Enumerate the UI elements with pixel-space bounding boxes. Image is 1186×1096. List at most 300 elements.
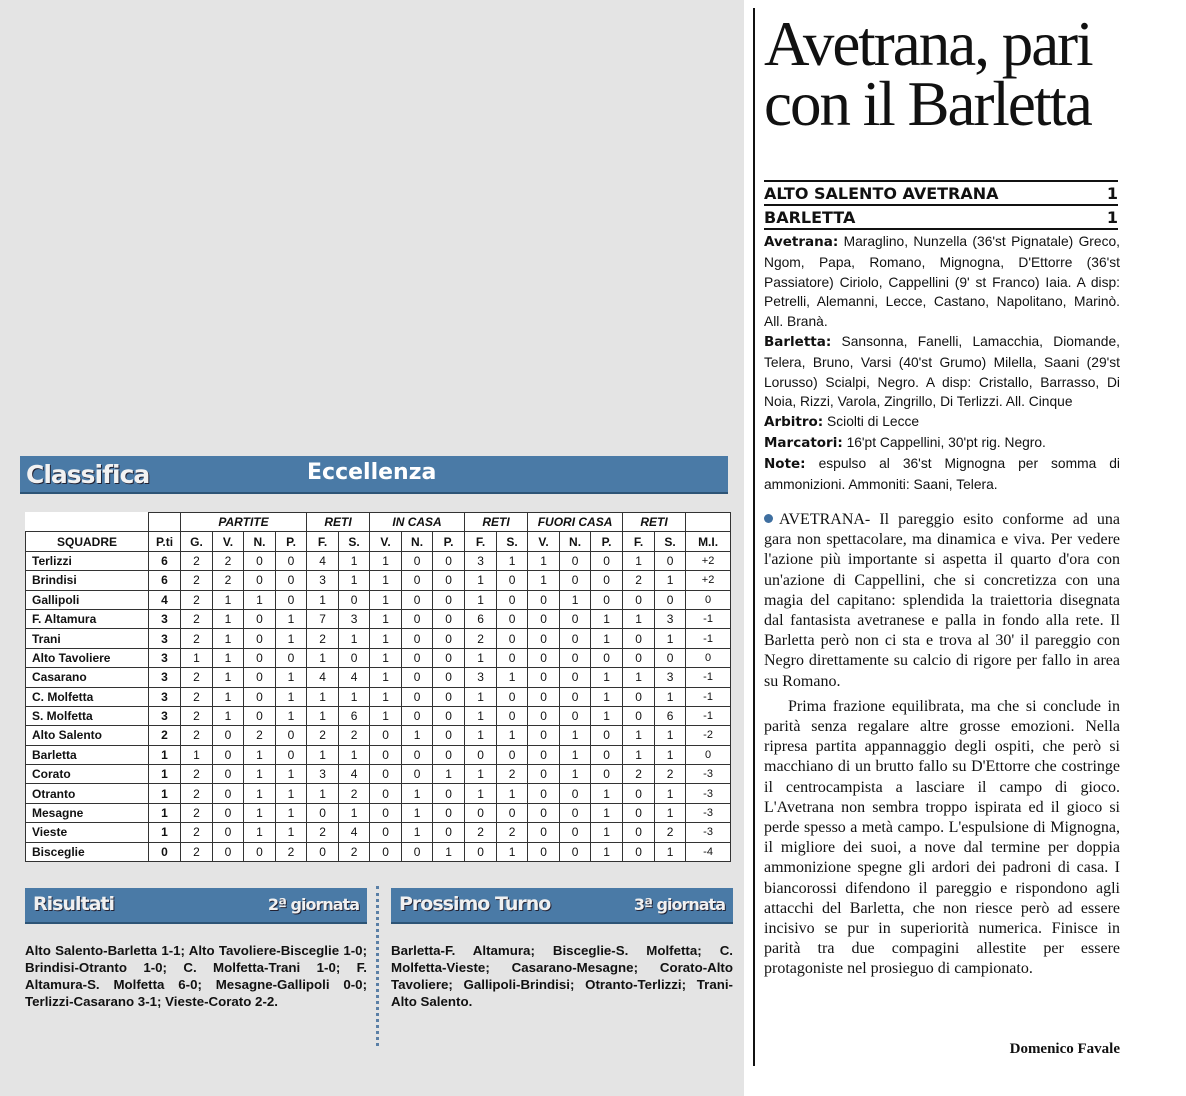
team-name: Alto Tavoliere (26, 648, 149, 667)
table-row (26, 745, 731, 764)
column-header: P. (276, 532, 307, 551)
table-cell: 0 (560, 803, 591, 822)
column-header: V. (213, 532, 244, 551)
column-header: V. (370, 532, 402, 551)
table-cell: 2 (655, 823, 686, 842)
avetrana-label: Avetrana: (764, 234, 839, 250)
table-cell: 0 (402, 609, 433, 628)
table-cell: 0 (655, 648, 686, 667)
table-cell: 1 (655, 571, 686, 590)
table-cell: 2 (339, 842, 370, 861)
table-cell: 1 (244, 765, 276, 784)
table-cell: -4 (686, 842, 731, 861)
table-cell: 0 (307, 803, 339, 822)
table-cell: 3 (465, 668, 497, 687)
table-cell: 1 (307, 706, 339, 725)
column-header: V. (528, 532, 560, 551)
table-cell: 1 (307, 687, 339, 706)
table-cell: 0 (433, 609, 465, 628)
table-cell: 2 (623, 765, 655, 784)
table-cell: 0 (497, 590, 528, 609)
group-reti: RETI (307, 513, 370, 532)
table-cell: 2 (181, 706, 213, 725)
table-cell: 1 (465, 784, 497, 803)
table-cell: 1 (276, 687, 307, 706)
table-cell: 0 (433, 551, 465, 570)
table-cell: 0 (560, 571, 591, 590)
table-cell: 1 (307, 590, 339, 609)
table-cell: 0 (560, 706, 591, 725)
note-line (764, 454, 1120, 495)
table-cell: 1 (623, 609, 655, 628)
table-cell: 0 (244, 668, 276, 687)
team-name: Bisceglie (26, 842, 149, 861)
column-header-row (26, 532, 731, 551)
risultati-header (25, 888, 367, 924)
table-cell: 0 (560, 648, 591, 667)
table-cell: +2 (686, 551, 731, 570)
table-cell: 2 (149, 726, 181, 745)
league-name: Eccellenza (307, 460, 437, 485)
table-cell: 1 (339, 571, 370, 590)
prossimo-turno-text: Barletta-F. Altamura; Bisceglie-S. Molfetta; C. Molfetta-Vieste; Casarano-Mesagne; Corato-Alto Tavoliere; Gallipoli-Brindisi; Otranto-Terlizzi; Trani-Alto Salento. (391, 943, 733, 1009)
column-header: S. (497, 532, 528, 551)
table-cell: 0 (560, 629, 591, 648)
table-cell: 1 (149, 765, 181, 784)
table-row (26, 726, 731, 745)
column-divider (376, 886, 382, 1046)
table-cell: 1 (655, 784, 686, 803)
table-cell: 1 (276, 823, 307, 842)
table-cell: 0 (528, 629, 560, 648)
table-cell: 1 (497, 668, 528, 687)
table-cell: 0 (276, 648, 307, 667)
table-cell: 3 (149, 609, 181, 628)
table-cell: 0 (402, 571, 433, 590)
team-name: Otranto (26, 784, 149, 803)
table-cell: 1 (213, 590, 244, 609)
table-cell: 0 (402, 687, 433, 706)
table-cell: 3 (149, 687, 181, 706)
table-cell: 2 (339, 784, 370, 803)
table-cell: 0 (623, 706, 655, 725)
table-cell: 0 (244, 609, 276, 628)
table-cell: 0 (370, 823, 402, 842)
table-cell: 0 (528, 687, 560, 706)
table-cell: 0 (433, 745, 465, 764)
table-cell: 0 (402, 648, 433, 667)
column-header: F. (307, 532, 339, 551)
article-paragraph-2: Prima frazione equilibrata, ma che si conclude in parità senza regalare altre grosse emozioni. Nella ripresa partita appannaggio degli ospiti, che però si macchiano di un brutto fallo su D'Ettorre che costringe il centrocampista a lasciare il campo di gioco. L'Avetrana non sembra troppo ispirata ed il gioco si perde spesso a metà campo. L'espulsione di Mignogna, il migliore dei suoi, a nove dal termine per doppia ammonizione spegne gli ardori dei padroni di casa. I biancorossi difendono il pareggio e rispondono agli attacchi del Barletta, che non riesce però ad essere incisivo se pur in superiorità numerica. Finisce in parità tra due compagini allestite per essere protagoniste nel prosieguo di campionato. (764, 697, 1120, 978)
table-cell: 1 (465, 648, 497, 667)
avetrana-lineup (764, 232, 1120, 332)
table-cell: 0 (433, 803, 465, 822)
table-cell: -1 (686, 687, 731, 706)
table-cell: -1 (686, 706, 731, 725)
table-cell: 1 (339, 629, 370, 648)
table-cell: 0 (686, 590, 731, 609)
table-cell: 0 (244, 842, 276, 861)
table-cell: 1 (560, 590, 591, 609)
table-cell: 0 (433, 571, 465, 590)
table-cell: 1 (370, 706, 402, 725)
table-row (26, 629, 731, 648)
table-cell: 0 (560, 784, 591, 803)
table-cell: 3 (307, 765, 339, 784)
table-cell: 1 (213, 706, 244, 725)
table-cell: 1 (497, 726, 528, 745)
table-cell: 0 (213, 842, 244, 861)
marcatori-label: Marcatori: (764, 434, 843, 451)
table-cell: 0 (433, 648, 465, 667)
table-cell: 0 (433, 668, 465, 687)
table-cell: 1 (591, 784, 623, 803)
table-cell: 1 (244, 590, 276, 609)
table-cell: 3 (339, 609, 370, 628)
table-cell: 1 (213, 648, 244, 667)
table-cell: 0 (465, 842, 497, 861)
team-name: Mesagne (26, 803, 149, 822)
table-cell: 0 (433, 726, 465, 745)
table-cell: 0 (623, 803, 655, 822)
table-cell: 6 (655, 706, 686, 725)
group-partite: PARTITE (181, 513, 307, 532)
table-cell: 1 (465, 726, 497, 745)
table-cell: 0 (591, 765, 623, 784)
table-cell: 0 (528, 648, 560, 667)
table-cell: 0 (433, 706, 465, 725)
barletta-label: Barletta: (764, 333, 832, 350)
table-cell: 1 (560, 765, 591, 784)
table-cell: 0 (655, 551, 686, 570)
table-cell: 1 (433, 765, 465, 784)
table-cell: 4 (339, 668, 370, 687)
table-cell: 1 (339, 687, 370, 706)
table-cell: 0 (433, 823, 465, 842)
table-cell: 0 (213, 803, 244, 822)
table-cell: 0 (402, 745, 433, 764)
table-cell: 0 (307, 842, 339, 861)
table-cell: 0 (560, 687, 591, 706)
table-cell: 1 (339, 803, 370, 822)
table-cell: 2 (181, 551, 213, 570)
table-row (26, 823, 731, 842)
prossimo-turno-round: 3ª giornata (633, 895, 725, 914)
table-row (26, 668, 731, 687)
table-cell: 6 (465, 609, 497, 628)
table-cell: 3 (149, 648, 181, 667)
note-label: Note: (764, 455, 806, 472)
table-cell: 1 (528, 551, 560, 570)
table-cell: 0 (213, 745, 244, 764)
team-name: Alto Salento (26, 726, 149, 745)
column-header: S. (655, 532, 686, 551)
table-cell: 1 (655, 745, 686, 764)
table-cell: 0 (623, 784, 655, 803)
table-cell: 0 (244, 629, 276, 648)
barletta-lineup (764, 332, 1120, 412)
table-cell: 0 (528, 668, 560, 687)
column-header: N. (244, 532, 276, 551)
table-cell: 0 (497, 745, 528, 764)
table-cell: 0 (276, 726, 307, 745)
table-row (26, 706, 731, 725)
table-cell: 1 (339, 551, 370, 570)
table-cell: 3 (307, 571, 339, 590)
table-cell: 2 (181, 590, 213, 609)
table-cell: 0 (591, 551, 623, 570)
article-headline (764, 9, 1174, 139)
table-row (26, 765, 731, 784)
column-header: N. (560, 532, 591, 551)
article-body (764, 510, 1120, 980)
table-cell: 1 (244, 803, 276, 822)
table-cell: 0 (591, 648, 623, 667)
table-cell: 4 (307, 551, 339, 570)
table-cell: 1 (181, 648, 213, 667)
table-cell: 2 (181, 784, 213, 803)
table-cell: 0 (402, 629, 433, 648)
table-cell: 0 (497, 629, 528, 648)
table-cell: 4 (307, 668, 339, 687)
table-row (26, 842, 731, 861)
table-cell: 1 (402, 803, 433, 822)
table-cell: 0 (370, 842, 402, 861)
table-cell: 0 (402, 765, 433, 784)
table-cell: 0 (686, 745, 731, 764)
table-cell: 0 (213, 823, 244, 842)
table-cell: 1 (402, 823, 433, 842)
table-cell: 1 (149, 803, 181, 822)
table-cell: 1 (623, 745, 655, 764)
table-cell: 1 (370, 687, 402, 706)
table-cell: 1 (149, 784, 181, 803)
table-cell: 0 (528, 609, 560, 628)
team-name: S. Molfetta (26, 706, 149, 725)
team-name: Vieste (26, 823, 149, 842)
table-cell: 3 (465, 551, 497, 570)
table-cell: 1 (591, 668, 623, 687)
table-cell: -1 (686, 668, 731, 687)
table-cell: 0 (339, 648, 370, 667)
table-cell: 0 (244, 706, 276, 725)
table-cell: 0 (623, 648, 655, 667)
table-cell: 1 (276, 629, 307, 648)
table-cell: 0 (370, 803, 402, 822)
table-cell: 1 (213, 629, 244, 648)
column-header: F. (623, 532, 655, 551)
table-cell: 0 (591, 726, 623, 745)
table-cell: 0 (433, 687, 465, 706)
table-cell: 0 (497, 571, 528, 590)
table-cell: 1 (276, 784, 307, 803)
table-cell: 1 (655, 842, 686, 861)
group-reti-casa: RETI (465, 513, 528, 532)
column-header: P.ti (149, 532, 181, 551)
table-cell: 4 (149, 590, 181, 609)
table-cell: 3 (655, 609, 686, 628)
column-header: S. (339, 532, 370, 551)
standings-table (25, 512, 731, 862)
table-cell: 6 (149, 551, 181, 570)
table-cell: 1 (339, 745, 370, 764)
table-cell: 2 (181, 823, 213, 842)
bullet-icon (764, 514, 773, 523)
away-team: BARLETTA (764, 208, 856, 227)
table-cell: 2 (497, 765, 528, 784)
table-cell: 3 (149, 629, 181, 648)
table-cell: 1 (276, 668, 307, 687)
note-value: espulso al 36'st Mignogna per somma di ammonizioni. Ammoniti: Saani, Telera. (764, 455, 1120, 492)
table-cell: 1 (244, 745, 276, 764)
table-cell: 3 (149, 668, 181, 687)
team-name: Gallipoli (26, 590, 149, 609)
table-cell: 0 (528, 745, 560, 764)
table-cell: 0 (528, 842, 560, 861)
table-cell: 1 (497, 842, 528, 861)
arbitro-label: Arbitro: (764, 414, 824, 431)
table-cell: 0 (655, 590, 686, 609)
headline-line-1: Avetrana, pari (764, 9, 1092, 79)
table-cell: 2 (181, 629, 213, 648)
table-cell: 0 (370, 745, 402, 764)
table-cell: 0 (623, 823, 655, 842)
table-cell: 0 (213, 784, 244, 803)
table-cell: 1 (244, 784, 276, 803)
table-cell: 1 (276, 803, 307, 822)
table-cell: -3 (686, 765, 731, 784)
table-cell: 1 (149, 745, 181, 764)
table-cell: 0 (560, 551, 591, 570)
table-cell: 1 (244, 823, 276, 842)
empty-corner (686, 513, 731, 532)
table-cell: 0 (244, 571, 276, 590)
column-header: N. (402, 532, 433, 551)
table-cell: 1 (623, 726, 655, 745)
group-header-row (26, 513, 731, 532)
table-cell: 2 (181, 687, 213, 706)
marcatori-line (764, 433, 1120, 454)
table-cell: 0 (560, 668, 591, 687)
table-cell: 2 (181, 842, 213, 861)
table-cell: 0 (402, 668, 433, 687)
table-cell: 0 (433, 590, 465, 609)
table-cell: 0 (276, 551, 307, 570)
table-cell: 2 (244, 726, 276, 745)
column-header: M.I. (686, 532, 731, 551)
table-cell: 0 (244, 551, 276, 570)
table-cell: 2 (655, 765, 686, 784)
table-row (26, 609, 731, 628)
table-cell: 1 (591, 803, 623, 822)
column-header: P. (591, 532, 623, 551)
table-cell: 0 (528, 803, 560, 822)
table-cell: -3 (686, 823, 731, 842)
table-cell: 1 (149, 823, 181, 842)
table-cell: 0 (528, 823, 560, 842)
table-cell: 0 (528, 765, 560, 784)
match-details (764, 232, 1120, 494)
table-cell: 6 (339, 706, 370, 725)
table-cell: 2 (307, 823, 339, 842)
table-cell: 1 (465, 590, 497, 609)
table-cell: 1 (370, 648, 402, 667)
risultati-title: Risultati (33, 893, 114, 915)
away-score: 1 (1106, 208, 1118, 227)
column-header: F. (465, 532, 497, 551)
table-cell: 0 (591, 745, 623, 764)
empty-corner (26, 513, 149, 532)
table-cell: 2 (623, 571, 655, 590)
dateline: AVETRANA- (779, 511, 871, 528)
table-cell: 0 (433, 629, 465, 648)
table-cell: 1 (370, 571, 402, 590)
score-rule (764, 228, 1118, 230)
table-cell: 1 (370, 668, 402, 687)
marcatori-value: 16'pt Cappellini, 30'pt rig. Negro. (846, 434, 1046, 450)
table-cell: 2 (213, 571, 244, 590)
table-cell: 0 (244, 648, 276, 667)
table-cell: 0 (591, 571, 623, 590)
table-cell: -1 (686, 629, 731, 648)
table-cell: 0 (276, 571, 307, 590)
table-cell: 0 (497, 609, 528, 628)
group-fuori-casa: FUORI CASA (528, 513, 623, 532)
table-cell: 1 (591, 629, 623, 648)
table-cell: 0 (433, 784, 465, 803)
table-cell: 7 (307, 609, 339, 628)
table-cell: 0 (560, 823, 591, 842)
table-cell: 0 (402, 551, 433, 570)
classifica-title: Classifica (26, 460, 150, 489)
table-cell: 2 (181, 609, 213, 628)
table-cell: 1 (402, 784, 433, 803)
article-paragraph-1 (764, 510, 1120, 692)
table-cell: 0 (370, 784, 402, 803)
table-cell: 2 (307, 629, 339, 648)
table-cell: 1 (276, 765, 307, 784)
table-cell: 1 (497, 784, 528, 803)
table-cell: 1 (276, 706, 307, 725)
column-header: SQUADRE (26, 532, 149, 551)
table-cell: 0 (623, 590, 655, 609)
team-name: Corato (26, 765, 149, 784)
team-name: C. Molfetta (26, 687, 149, 706)
table-cell: 0 (370, 765, 402, 784)
standings-body (26, 551, 731, 861)
table-cell: 1 (276, 609, 307, 628)
table-row (26, 803, 731, 822)
table-cell: 2 (181, 571, 213, 590)
table-cell: 0 (370, 726, 402, 745)
table-cell: 0 (213, 726, 244, 745)
barletta-players: Sansonna, Fanelli, Lamacchia, Diomande, Telera, Bruno, Varsi (40'st Grumo) Milella, Saani (29'st Lorusso) Scialpi, Negro. A disp: Cristallo, Barrasso, Di Noia, Rizzi, Varola, Zingrillo, Di Terlizzi. All. Cinque (764, 333, 1120, 410)
table-cell: 1 (591, 706, 623, 725)
away-score-row (764, 204, 1118, 228)
table-cell: 0 (497, 803, 528, 822)
table-cell: 0 (686, 648, 731, 667)
table-cell: 1 (497, 551, 528, 570)
team-name: Trani (26, 629, 149, 648)
table-cell: 1 (591, 842, 623, 861)
table-cell: 2 (465, 629, 497, 648)
table-cell: 0 (560, 609, 591, 628)
table-cell: +2 (686, 571, 731, 590)
table-cell: 1 (528, 571, 560, 590)
table-cell: 1 (181, 745, 213, 764)
table-cell: 1 (307, 648, 339, 667)
home-team: ALTO SALENTO AVETRANA (764, 184, 999, 203)
